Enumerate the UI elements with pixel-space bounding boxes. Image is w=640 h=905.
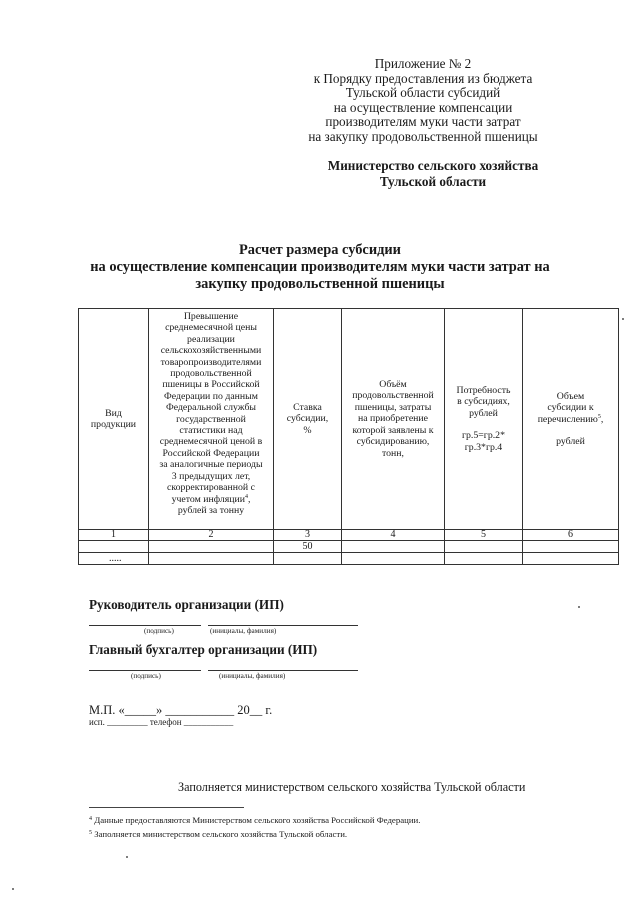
header-subsidy-transfer: Объем субсидии к перечислению$^5$, рублей [523, 309, 619, 530]
footnote-mark: 5 [89, 830, 92, 836]
table-cell [523, 553, 619, 565]
scan-speck [12, 888, 14, 890]
head-name-line[interactable] [208, 625, 358, 626]
ministry-line: Министерство сельского хозяйства [327, 158, 539, 173]
name-caption: (инициалы, фамилия) [210, 627, 277, 635]
scan-speck [622, 318, 624, 320]
chief-accountant-label: Главный бухгалтер организации (ИП) [89, 642, 318, 657]
footnote [89, 829, 347, 839]
stamp-date-line[interactable]: М.П. «_____» ___________ 20__ г. [89, 703, 273, 717]
header-product-type: Вид продукции [79, 309, 149, 530]
column-number: 2 [149, 530, 274, 541]
title-line: на осуществление компенсации производителям муки части затрат на [90, 259, 550, 275]
executor-phone-line[interactable]: исп. _________ телефон ___________ [89, 717, 234, 727]
header-subsidy-rate: Ставка субсидии, % [274, 309, 342, 530]
table-cell [342, 553, 445, 565]
column-number: 1 [79, 530, 149, 541]
appendix-line: Приложение № 2 [374, 56, 472, 71]
column-number-row [79, 530, 619, 541]
table-row [79, 541, 619, 553]
title-line: закупку продовольственной пшеницы [195, 276, 445, 292]
table-cell [149, 541, 274, 553]
table-cell [445, 553, 523, 565]
head-signature-line[interactable] [89, 625, 201, 626]
head-of-organization-label: Руководитель организации (ИП) [89, 597, 284, 612]
column-number: 5 [445, 530, 523, 541]
table-cell [342, 541, 445, 553]
table-cell [274, 553, 342, 565]
ministry-addressee [318, 158, 548, 190]
footnote-text: Заполняется министерством сельского хозяйства Тульской области. [94, 829, 348, 839]
column-number: 6 [523, 530, 619, 541]
name-caption: (инициалы, фамилия) [219, 672, 286, 680]
signature-caption: (подпись) [144, 627, 174, 635]
table-cell [149, 553, 274, 565]
table-cell [445, 541, 523, 553]
subsidy-calculation-table [78, 308, 619, 565]
ministry-line: Тульской области [379, 174, 487, 189]
footnote [89, 815, 420, 825]
column-number: 3 [274, 530, 342, 541]
footnote-ref-4: 4 [244, 493, 248, 500]
appendix-line: к Порядку предоставления из бюджета [313, 70, 533, 86]
document-title [40, 242, 600, 293]
appendix-line: производителям муки части затрат [325, 114, 521, 130]
appendix-line: на осуществление компенсации [333, 99, 513, 115]
title-line: Расчет размера субсидии [239, 242, 401, 258]
appendix-line: на закупку продовольственной пшеницы [308, 128, 538, 144]
footnote-divider [89, 807, 244, 808]
column-number: 4 [342, 530, 445, 541]
header-wheat-volume: Объём продовольственной пшеницы, затраты на приобретение которой заявлены к субсидированию, тонн, [342, 309, 445, 530]
accountant-name-line[interactable] [208, 670, 358, 671]
signature-caption: (подпись) [131, 672, 161, 680]
header-price-excess: Превышение среднемесячной цены реализации сельскохозяйственными товаропроизводителями продовольственной пшеницы в Российской Федерации по данным Федеральной службы государственной статистики над среднемесячной ценой в Российской Федерации за аналогичные периоды 3 предыдущих лет, скорректированной с учетом инфляции$^4$, рублей за тонну [149, 309, 274, 530]
footnote-mark: 4 [89, 816, 92, 822]
table-header-row [79, 309, 619, 530]
table-cell: 50 [274, 541, 342, 553]
table-cell [523, 541, 619, 553]
ministry-fill-note: Заполняется министерством сельского хозяйства Тульской области [178, 780, 526, 794]
appendix-block [263, 57, 583, 145]
table-cell [79, 541, 149, 553]
accountant-signature-line[interactable] [89, 670, 201, 671]
table-cell: ..... [79, 553, 149, 565]
scan-speck [126, 856, 128, 858]
footnote-text: Данные предоставляются Министерством сельского хозяйства Российской Федерации. [94, 815, 421, 825]
header-subsidy-need: Потребность в субсидиях, рублей гр.5=гр.2* гр.3*гр.4 [445, 309, 523, 530]
scan-speck [578, 606, 580, 608]
footnote-ref-5: 5 [597, 413, 601, 420]
appendix-line: Тульской области субсидий [345, 85, 501, 101]
table-row [79, 553, 619, 565]
